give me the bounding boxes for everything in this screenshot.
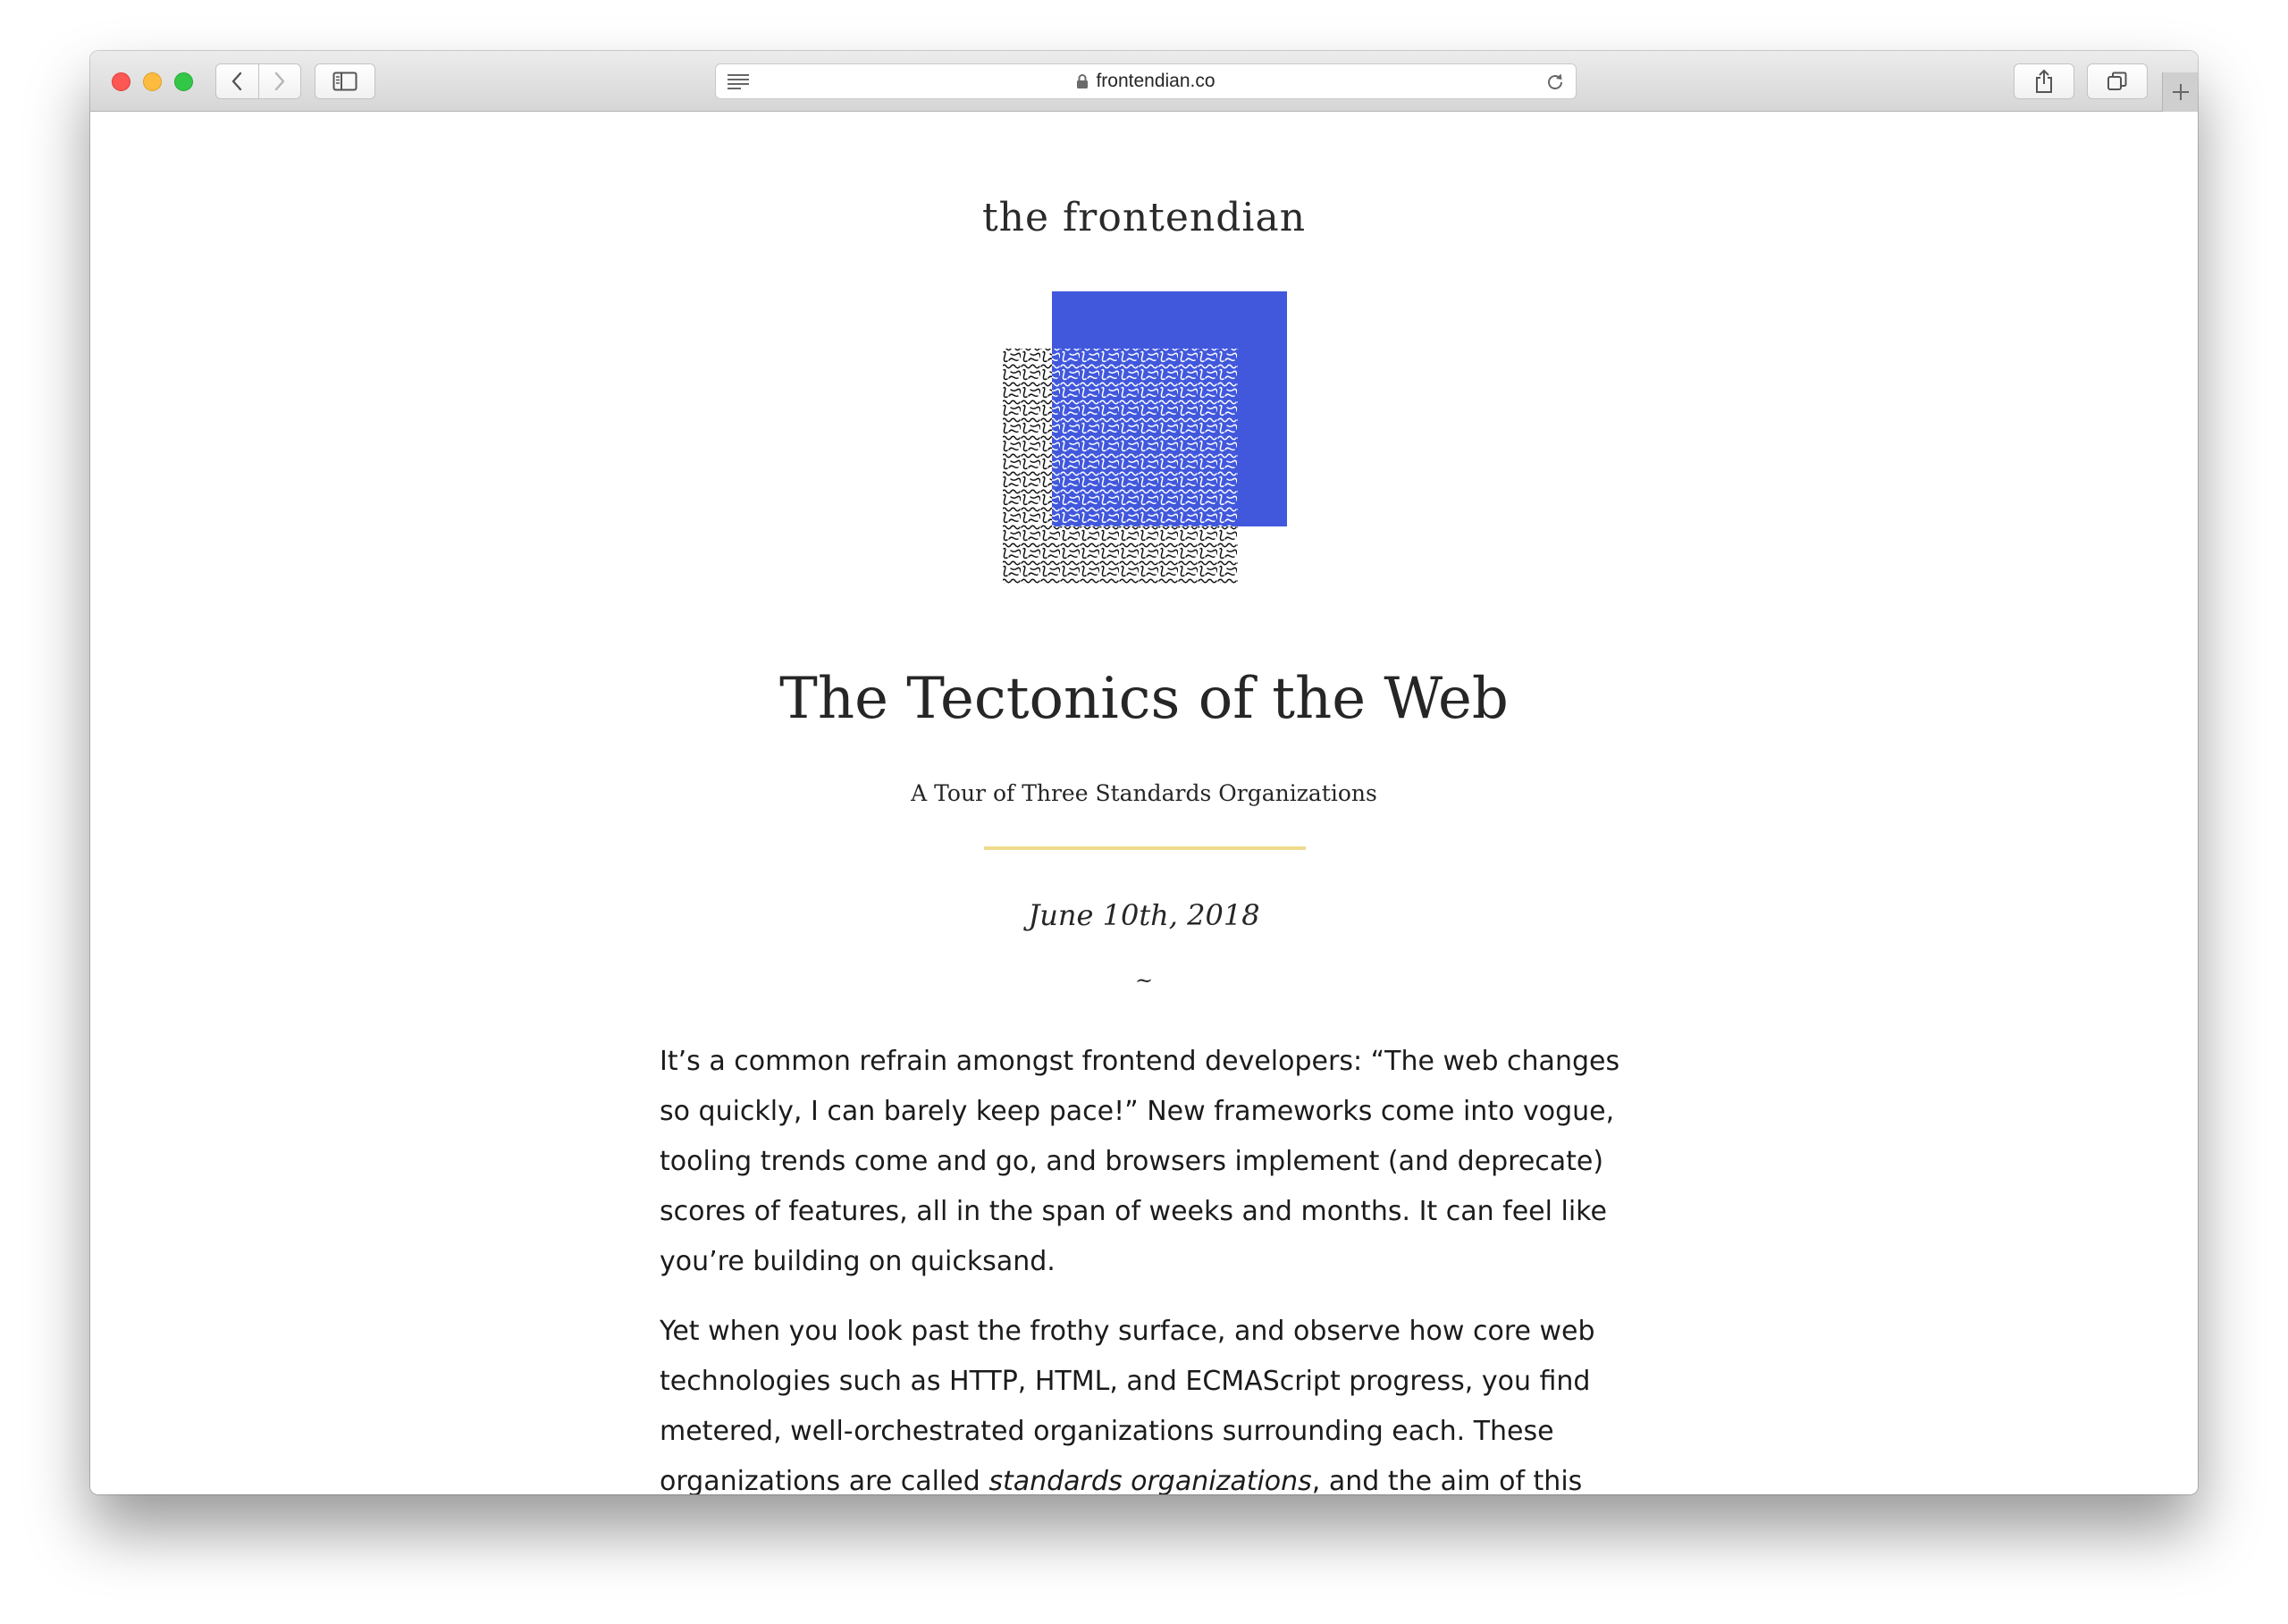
reload-button[interactable] xyxy=(1545,72,1565,97)
squiggle-overlap xyxy=(1052,349,1238,526)
post-subtitle: A Tour of Three Standards Organizations xyxy=(911,780,1377,806)
share-button[interactable] xyxy=(2014,63,2074,99)
section-separator: ~ xyxy=(1134,968,1154,993)
paragraph-emphasis: standards organizations xyxy=(988,1466,1312,1494)
paragraph-text: Yet when you look past the frothy surface, and observe how core web technologies such as HTTP, HTML, and ECMAScript progress, you find metered, well-orchestrated organizations surrounding each. These organizations are called xyxy=(660,1316,1595,1494)
address-bar[interactable] xyxy=(715,63,1577,99)
forward-button[interactable] xyxy=(258,64,301,98)
title-divider xyxy=(984,846,1306,850)
page-content xyxy=(90,112,2198,1494)
sidebar-button[interactable] xyxy=(315,63,375,99)
site-title-link[interactable]: the frontendian xyxy=(981,195,1307,240)
history-nav-group xyxy=(215,63,301,99)
zoom-window-button[interactable] xyxy=(174,72,193,91)
article-paragraph: It’s a common refrain amongst frontend developers: “The web changes so quickly, I can barely keep pace!” New frameworks come into vogue, tooling trends come and go, and browsers implement (and deprecate) scores of features, all in the span of weeks and months. It can feel like you’re building on quicksand. xyxy=(660,1046,1620,1277)
minimize-window-button[interactable] xyxy=(143,72,162,91)
new-tab-button[interactable] xyxy=(2162,72,2198,112)
sidebar-icon xyxy=(332,72,358,91)
hero-illustration xyxy=(1001,291,1296,586)
plus-icon xyxy=(2171,82,2191,102)
article-paragraph xyxy=(660,1307,1625,1494)
back-button[interactable] xyxy=(216,64,258,98)
lock-icon xyxy=(1076,73,1089,89)
reload-icon xyxy=(1545,72,1565,92)
post-title: The Tectonics of the Web xyxy=(779,666,1509,732)
url-text: frontendian.co xyxy=(1096,71,1216,91)
close-window-button[interactable] xyxy=(112,72,130,91)
tabs-overview-button[interactable] xyxy=(2087,63,2148,99)
tabs-icon xyxy=(2107,71,2128,92)
browser-toolbar xyxy=(90,51,2198,112)
post-date: June 10th, 2018 xyxy=(1028,898,1260,932)
paragraph-text: , and the aim of this xyxy=(1311,1466,1583,1494)
chevron-right-icon xyxy=(273,72,286,91)
article-body xyxy=(660,1037,1625,1494)
browser-window xyxy=(90,51,2198,1494)
url-display[interactable] xyxy=(716,64,1576,98)
share-icon xyxy=(2034,69,2054,94)
chevron-left-icon xyxy=(231,72,243,91)
